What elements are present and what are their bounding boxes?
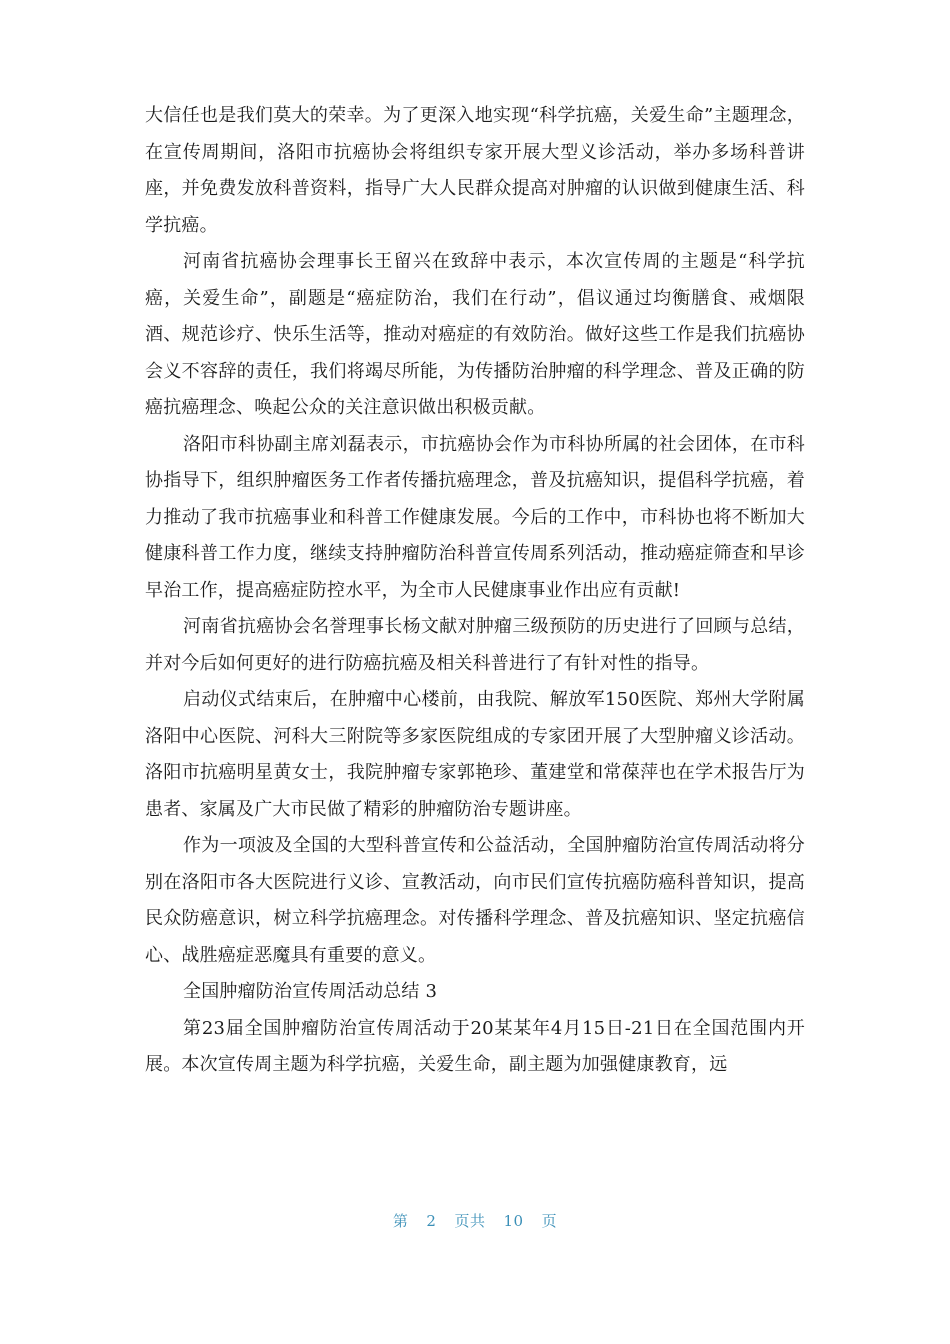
page-footer — [0, 1210, 950, 1231]
paragraph-1: 大信任也是我们莫大的荣幸。为了更深入地实现“科学抗癌，关爱生命”主题理念，在宣传周期间，洛阳市抗癌协会将组织专家开展大型义诊活动，举办多场科普讲座，并免费发放科普资料，指导广大人民群众提高对肿瘤的认识做到健康生活、科学抗癌。 — [145, 105, 805, 236]
page-label-pre: 第 — [392, 1212, 409, 1230]
paragraph-2: 河南省抗癌协会理事长王留兴在致辞中表示，本次宣传周的主题是“科学抗癌，关爱生命”，副题是“癌症防治，我们在行动”，倡议通过均衡膳食、戒烟限酒、规范诊疗、快乐生活等，推动对癌症的有效防治。做好这些工作是我们抗癌协会义不容辞的责任，我们将竭尽所能，为传播防治肿瘤的科学理念、普及正确的防癌抗癌理念、唤起公众的关注意识做出积极贡献。 — [145, 251, 805, 418]
section-heading: 全国肿瘤防治宣传周活动总结 3 — [183, 981, 438, 1002]
paragraph-3: 洛阳市科协副主席刘磊表示，市抗癌协会作为市科协所属的社会团体，在市科协指导下，组织肿瘤医务工作者传播抗癌理念，普及抗癌知识，提倡科学抗癌，着力推动了我市抗癌事业和科普工作健康发展。今后的工作中，市科协也将不断加大健康科普工作力度，继续支持肿瘤防治科普宣传周系列活动，推动癌症筛查和早诊早治工作，提高癌症防控水平，为全市人民健康事业作出应有贡献! — [145, 433, 805, 601]
document-body — [145, 98, 805, 1084]
page-current: 2 — [426, 1212, 437, 1230]
page-total: 10 — [503, 1212, 524, 1230]
paragraph-6: 作为一项波及全国的大型科普宣传和公益活动，全国肿瘤防治宣传周活动将分别在洛阳市各大医院进行义诊、宣教活动，向市民们宣传抗癌防癌科普知识，提高民众防癌意识，树立科学抗癌理念。对传播科学理念、普及抗癌知识、坚定抗癌信心、战胜癌症恶魔具有重要的意义。 — [145, 835, 805, 966]
paragraph-7: 第23届全国肿瘤防治宣传周活动于20某某年4月15日-21日在全国范围内开展。本次宣传周主题为科学抗癌，关爱生命，副主题为加强健康教育，远 — [145, 1017, 805, 1075]
paragraph-5: 启动仪式结束后，在肿瘤中心楼前，由我院、解放军150医院、郑州大学附属洛阳中心医院、河科大三附院等多家医院组成的专家团开展了大型肿瘤义诊活动。洛阳市抗癌明星黄女士，我院肿瘤专家郭艳珍、董建堂和常葆萍也在学术报告厅为患者、家属及广大市民做了精彩的肿瘤防治专题讲座。 — [145, 689, 805, 820]
page-label-post: 页 — [541, 1212, 558, 1230]
page-label-mid: 页共 — [454, 1212, 486, 1230]
paragraph-4: 河南省抗癌协会名誉理事长杨文献对肿瘤三级预防的历史进行了回顾与总结，并对今后如何更好的进行防癌抗癌及相关科普进行了有针对性的指导。 — [145, 616, 805, 674]
